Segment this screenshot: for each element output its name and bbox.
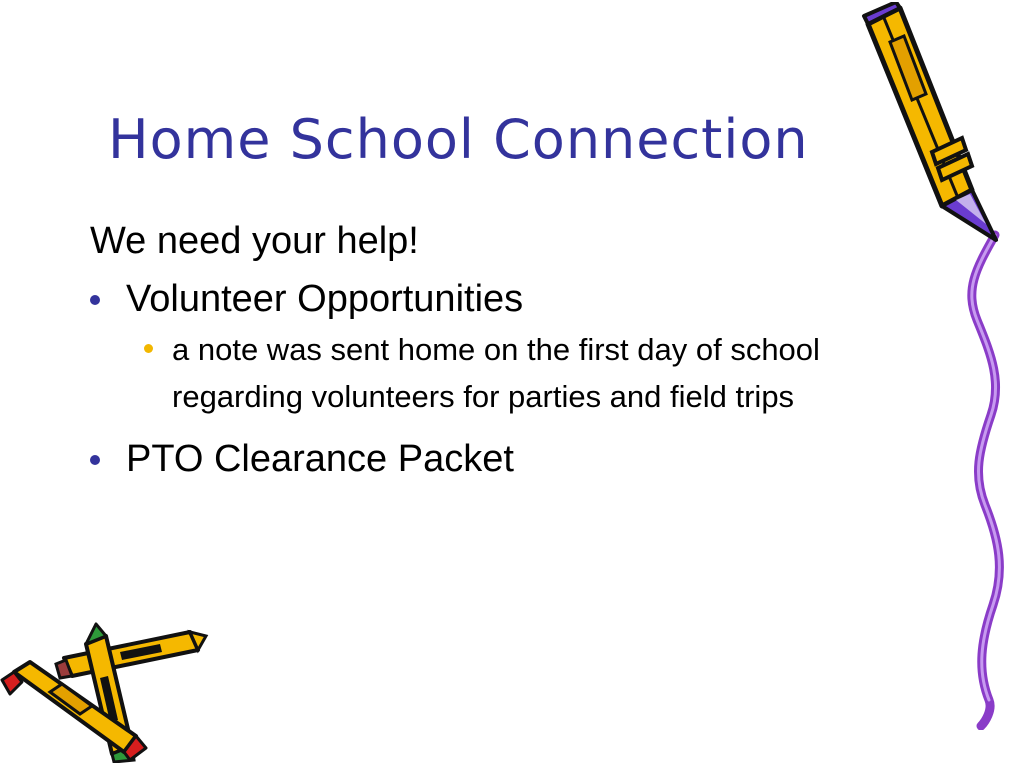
slide-body <box>90 218 940 494</box>
bullet-text: Volunteer Opportunities <box>126 278 524 320</box>
sub-bullet-note <box>90 326 942 420</box>
crayons-icon <box>0 618 210 763</box>
bullet-dot-icon <box>144 344 153 353</box>
bullet-pto <box>90 436 940 482</box>
pencil-icon <box>860 2 1005 244</box>
squiggle-line <box>955 230 1015 730</box>
slide-title: Home School Connection <box>108 108 809 171</box>
sub-bullet-text: a note was sent home on the first day of school regarding volunteers for parties and field trips <box>172 332 820 414</box>
intro-text: We need your help! <box>90 220 419 262</box>
bullet-volunteer <box>90 276 940 322</box>
bullet-dot-icon <box>90 295 100 305</box>
bullet-dot-icon <box>90 455 100 465</box>
bullet-text: PTO Clearance Packet <box>126 438 514 480</box>
